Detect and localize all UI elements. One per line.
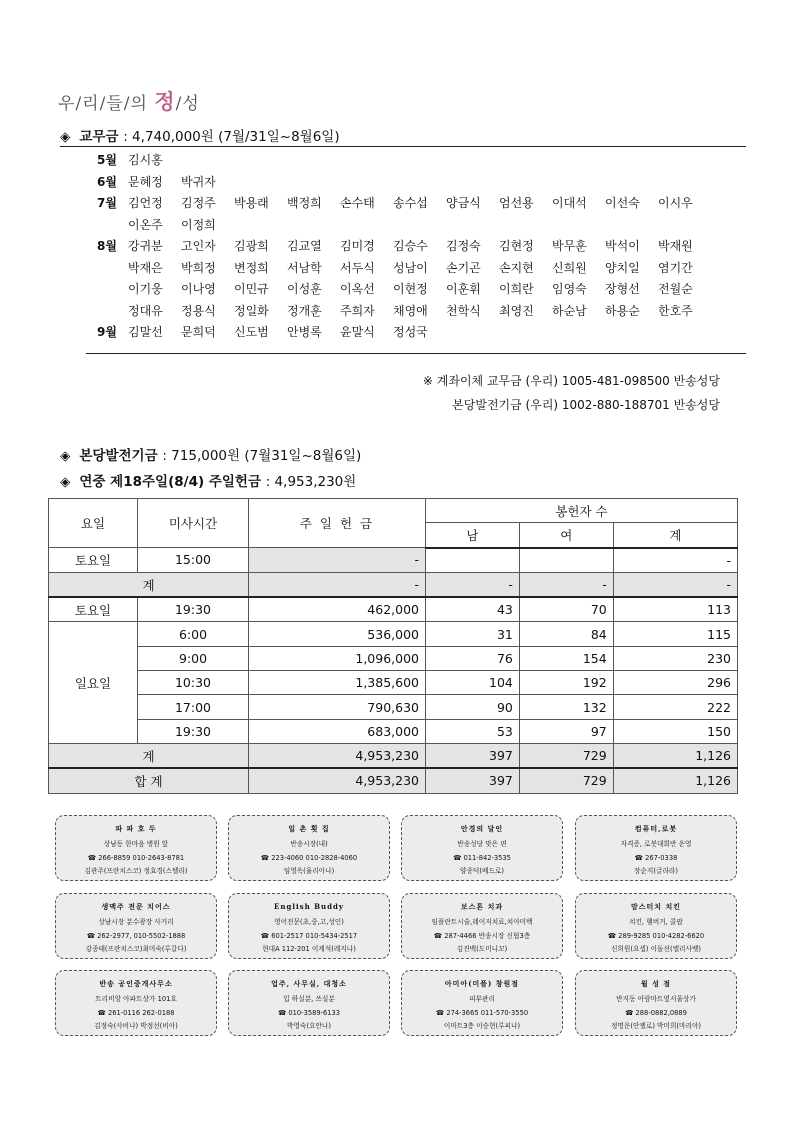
donor-name: 전월순 xyxy=(658,282,693,296)
donor-name: 김승수 xyxy=(393,239,428,253)
table-row: 일요일 6:00 536,000 31 84 115 xyxy=(49,622,738,646)
ad-title: 업주, 사무실, 대청소 xyxy=(271,979,347,988)
ad-line: 반지동 아람마트옆서울상가 xyxy=(616,995,696,1003)
donor-name: 박용래 xyxy=(234,196,269,210)
donor-name: 박희정 xyxy=(181,260,216,275)
ad-line: 정명운(안젤로) 박미희(마리아) xyxy=(610,1022,702,1030)
ad-box xyxy=(575,970,737,1036)
header-donors: 봉헌자 수 xyxy=(426,499,738,523)
donor-name: 이나영 xyxy=(181,282,216,296)
ad-title: 일 촌 횟 집 xyxy=(288,824,330,833)
ad-box xyxy=(55,893,217,959)
divider xyxy=(86,353,746,354)
ad-line: ☎ 287-4466 반송시장 신협3층 xyxy=(433,931,531,940)
donor-name: 정대유 xyxy=(128,303,163,318)
donor-name: 김정주 xyxy=(181,196,216,210)
ad-line: 영어전문(초,중,고,성인) xyxy=(274,918,344,926)
donor-name: 백정희 xyxy=(287,196,322,210)
donor-row xyxy=(86,236,711,258)
sunday-heading: ◈ 연중 제18주일(8/4) 주일헌금 : 4,953,230원 xyxy=(60,474,357,490)
header-time: 미사시간 xyxy=(138,499,249,548)
donor-name: 김언정 xyxy=(128,196,163,210)
donor-name: 이온주 xyxy=(128,217,163,232)
donor-name: 강귀분 xyxy=(128,239,163,253)
gyomugeum-heading: ◈ 교무금 : 4,740,000원 (7월/31일~8월6일) xyxy=(60,129,340,145)
month-label xyxy=(86,301,128,323)
ad-line: ☎ 011-842-3535 xyxy=(453,853,511,862)
donor-name: 이대석 xyxy=(552,196,587,210)
ad-line: 신희원(요셉) 이돌선(엘리사벳) xyxy=(610,945,702,953)
donor-name: 박귀자 xyxy=(181,174,216,189)
diamond-bullet-icon: ◈ xyxy=(60,129,71,145)
donor-row xyxy=(86,258,711,280)
header-male: 남 xyxy=(426,523,520,548)
ad-title: 월 성 점 xyxy=(640,979,672,988)
donor-name: 김말선 xyxy=(128,325,163,339)
donor-row xyxy=(86,301,711,323)
donor-name: 박석이 xyxy=(605,239,640,253)
month-label: 9월 xyxy=(97,325,117,339)
ad-line: 자격증, 로봇대회반 운영 xyxy=(620,840,692,848)
ad-box xyxy=(228,893,390,959)
ad-title: 맘스터치 치킨 xyxy=(630,902,681,911)
donor-name: 이옥선 xyxy=(340,282,375,296)
diamond-bullet-icon: ◈ xyxy=(60,474,71,490)
donor-name: 박재원 xyxy=(658,239,693,253)
donor-name: 안병록 xyxy=(287,325,322,339)
ad-line: 반송시장(내) xyxy=(290,840,328,848)
donor-name: 김미경 xyxy=(340,239,375,253)
subtotal-row: 계 - - - - xyxy=(49,572,738,597)
donor-name: 정용식 xyxy=(181,303,216,318)
ad-line: 이마트3층 이승현(루피나) xyxy=(443,1022,521,1030)
ad-line: ☎ 274-3665 011-570-3550 xyxy=(435,1008,529,1017)
ad-title: 보스톤 치과 xyxy=(460,902,504,911)
month-label: 5월 xyxy=(97,153,117,167)
donor-name: 이기웅 xyxy=(128,282,163,296)
donor-name: 양치일 xyxy=(605,260,640,275)
ad-line: 박영숙(요안나) xyxy=(287,1022,331,1030)
ad-line: 입 하실분, 쓰실분 xyxy=(283,995,335,1003)
table-row: 10:30 1,385,600 104 192 296 xyxy=(49,671,738,695)
ad-title: 안경의 달인 xyxy=(460,824,504,833)
table-row: 토요일 19:30 462,000 43 70 113 xyxy=(49,597,738,622)
donor-name: 문희덕 xyxy=(181,325,216,339)
donor-row xyxy=(86,172,711,194)
ad-line: 김진백(도미니꼬) xyxy=(456,945,508,953)
ad-box xyxy=(228,970,390,1036)
donor-name: 김정숙 xyxy=(446,239,481,253)
donor-name: 엄선용 xyxy=(499,196,534,210)
ad-line: 반송성당 맞은 편 xyxy=(457,840,507,848)
ad-box xyxy=(575,893,737,959)
month-label: 6월 xyxy=(97,174,117,189)
donor-name: 김광희 xyxy=(234,239,269,253)
donor-name: 염기간 xyxy=(658,260,693,275)
ad-line: ☎ 289-9285 010-4282-6620 xyxy=(607,931,705,940)
header-female: 여 xyxy=(519,523,613,548)
divider xyxy=(60,146,746,147)
ad-line: ☎ 266-8859 010-2643-8781 xyxy=(87,853,185,862)
ad-line: ☎ 288-0882,0889 xyxy=(625,1008,687,1017)
donor-name: 변정희 xyxy=(234,260,269,275)
ad-title: 생맥주 전문 치어스 xyxy=(101,902,171,911)
donor-name: 이현정 xyxy=(393,282,428,296)
donor-name: 한호주 xyxy=(658,303,693,318)
ad-line: 상남시장 분수광장 사거리 xyxy=(98,918,174,926)
ad-line: ☎ 267-0338 xyxy=(634,853,678,862)
ad-line: 현대A 112-201 이계석(레지나) xyxy=(262,945,356,953)
ad-line: 김관주(프란치스코) 정효경(스텔라) xyxy=(84,867,188,875)
subtotal-row: 계 4,953,230 397 729 1,126 xyxy=(49,743,738,768)
donor-name: 채영애 xyxy=(393,303,428,318)
donor-name: 성남이 xyxy=(393,260,428,275)
donor-name: 김교열 xyxy=(287,239,322,253)
ad-line: ☎ 223-4060 010-2828-4060 xyxy=(260,853,358,862)
ad-box xyxy=(228,815,390,881)
donor-name: 최영진 xyxy=(499,303,534,318)
donor-name: 송수섭 xyxy=(393,196,428,210)
donor-name: 서남학 xyxy=(287,260,322,275)
donor-name: 주희자 xyxy=(340,303,375,318)
donor-name: 이정희 xyxy=(181,217,216,232)
donor-name: 이민규 xyxy=(234,282,269,296)
ad-title: 파 파 호 두 xyxy=(115,824,157,833)
donor-name: 윤말식 xyxy=(340,325,375,339)
month-label xyxy=(86,258,128,280)
ad-box xyxy=(55,970,217,1036)
donor-row xyxy=(86,279,711,301)
donor-name: 신도범 xyxy=(234,325,269,339)
donor-name: 이희란 xyxy=(499,282,534,296)
donor-name: 김현정 xyxy=(499,239,534,253)
ad-title: 컴퓨터,로봇 xyxy=(634,824,678,833)
month-label: 7월 xyxy=(97,196,117,210)
ad-line: 김정숙(사비나) 박정선(비아) xyxy=(94,1022,178,1030)
month-label xyxy=(86,215,128,237)
donor-name: 이시우 xyxy=(658,196,693,210)
table-row: 9:00 1,096,000 76 154 230 xyxy=(49,646,738,670)
page-title: 우/리/들/의 정/성 xyxy=(58,89,200,114)
diamond-bullet-icon: ◈ xyxy=(60,448,71,464)
ad-box xyxy=(55,815,217,881)
ad-title: English Buddy xyxy=(274,902,344,911)
month-label xyxy=(86,279,128,301)
ad-box xyxy=(575,815,737,881)
donor-name: 이성훈 xyxy=(287,282,322,296)
donor-name: 고인자 xyxy=(181,239,216,253)
donor-name: 이훈휘 xyxy=(446,282,481,296)
ad-line: 피부관리 xyxy=(469,995,495,1003)
donor-name: 손기곤 xyxy=(446,260,481,275)
ad-line: 치킨, 햄버거, 콜팝 xyxy=(629,918,683,926)
donor-name: 손지현 xyxy=(499,260,534,275)
table-header-row xyxy=(49,499,738,523)
donor-row xyxy=(86,193,711,215)
donor-name: 하용순 xyxy=(605,303,640,318)
ad-line: 양종덕(베드로) xyxy=(460,867,504,875)
ad-line: ☎ 010-3589-6133 xyxy=(277,1008,341,1017)
donor-name: 정일화 xyxy=(234,303,269,318)
header-amount: 주 일 헌 금 xyxy=(249,499,426,548)
ad-line: 임영옥(율리아나) xyxy=(283,867,335,875)
month-label: 8월 xyxy=(97,239,117,253)
account-line-2: 본당발전기금 (우리) 1002-880-188701 반송성당 xyxy=(452,398,720,412)
table-row: 19:30 683,000 53 97 150 xyxy=(49,719,738,743)
donor-row xyxy=(86,322,711,344)
donor-name: 손수태 xyxy=(340,196,375,210)
donor-name: 천학식 xyxy=(446,303,481,318)
ad-box xyxy=(401,893,563,959)
donor-name: 임영숙 xyxy=(552,282,587,296)
table-row: 17:00 790,630 90 132 222 xyxy=(49,695,738,719)
ad-title: 아미아(미플) 창원점 xyxy=(444,979,520,988)
donor-name: 문혜정 xyxy=(128,174,163,189)
donor-name: 정개훈 xyxy=(287,303,322,318)
donor-name: 박재은 xyxy=(128,260,163,275)
header-day: 요일 xyxy=(49,499,138,548)
ad-line: 상남동 한마음 병원 앞 xyxy=(103,840,169,848)
grand-total-row: 합 계 4,953,230 397 729 1,126 xyxy=(49,768,738,793)
table-row: 토요일 15:00 - - xyxy=(49,548,738,573)
donor-name: 서두식 xyxy=(340,260,375,275)
ad-line: ☎ 262-2977, 010-5502-1888 xyxy=(86,931,186,940)
donor-list xyxy=(86,150,711,344)
donor-name: 하순남 xyxy=(552,303,587,318)
header-total: 계 xyxy=(613,523,737,548)
ad-line: 트리비앙 아파트상가 101호 xyxy=(95,995,177,1003)
development-heading: ◈ 본당발전기금 : 715,000원 (7월31일~8월6일) xyxy=(60,448,362,464)
ad-line: 강종태(프란치스코)최미숙(루갈다) xyxy=(85,945,187,953)
donor-name: 신희원 xyxy=(552,260,587,275)
ad-line: ☎ 601-2517 010-5434-2517 xyxy=(260,931,358,940)
ad-box xyxy=(401,970,563,1036)
donor-name: 김시홍 xyxy=(128,153,163,167)
ad-box xyxy=(401,815,563,881)
ad-title: 반송 공인중개사무소 xyxy=(99,979,173,988)
donor-name: 정성국 xyxy=(393,325,428,339)
donor-name: 양금식 xyxy=(446,196,481,210)
account-line-1: ※ 계좌이체 교무금 (우리) 1005-481-098500 반송성당 xyxy=(422,374,720,388)
offering-table xyxy=(48,498,738,794)
donor-name: 장형선 xyxy=(605,282,640,296)
ad-line: 장순지(글라라) xyxy=(634,867,678,875)
ad-line: ☎ 261-0116 262-0188 xyxy=(97,1008,175,1017)
donor-name: 이선숙 xyxy=(605,196,640,210)
ad-line: 임플란트시술,레이저치료,치아미백 xyxy=(431,918,533,926)
donor-row xyxy=(86,150,711,172)
donor-row xyxy=(86,215,711,237)
donor-name: 박무훈 xyxy=(552,239,587,253)
